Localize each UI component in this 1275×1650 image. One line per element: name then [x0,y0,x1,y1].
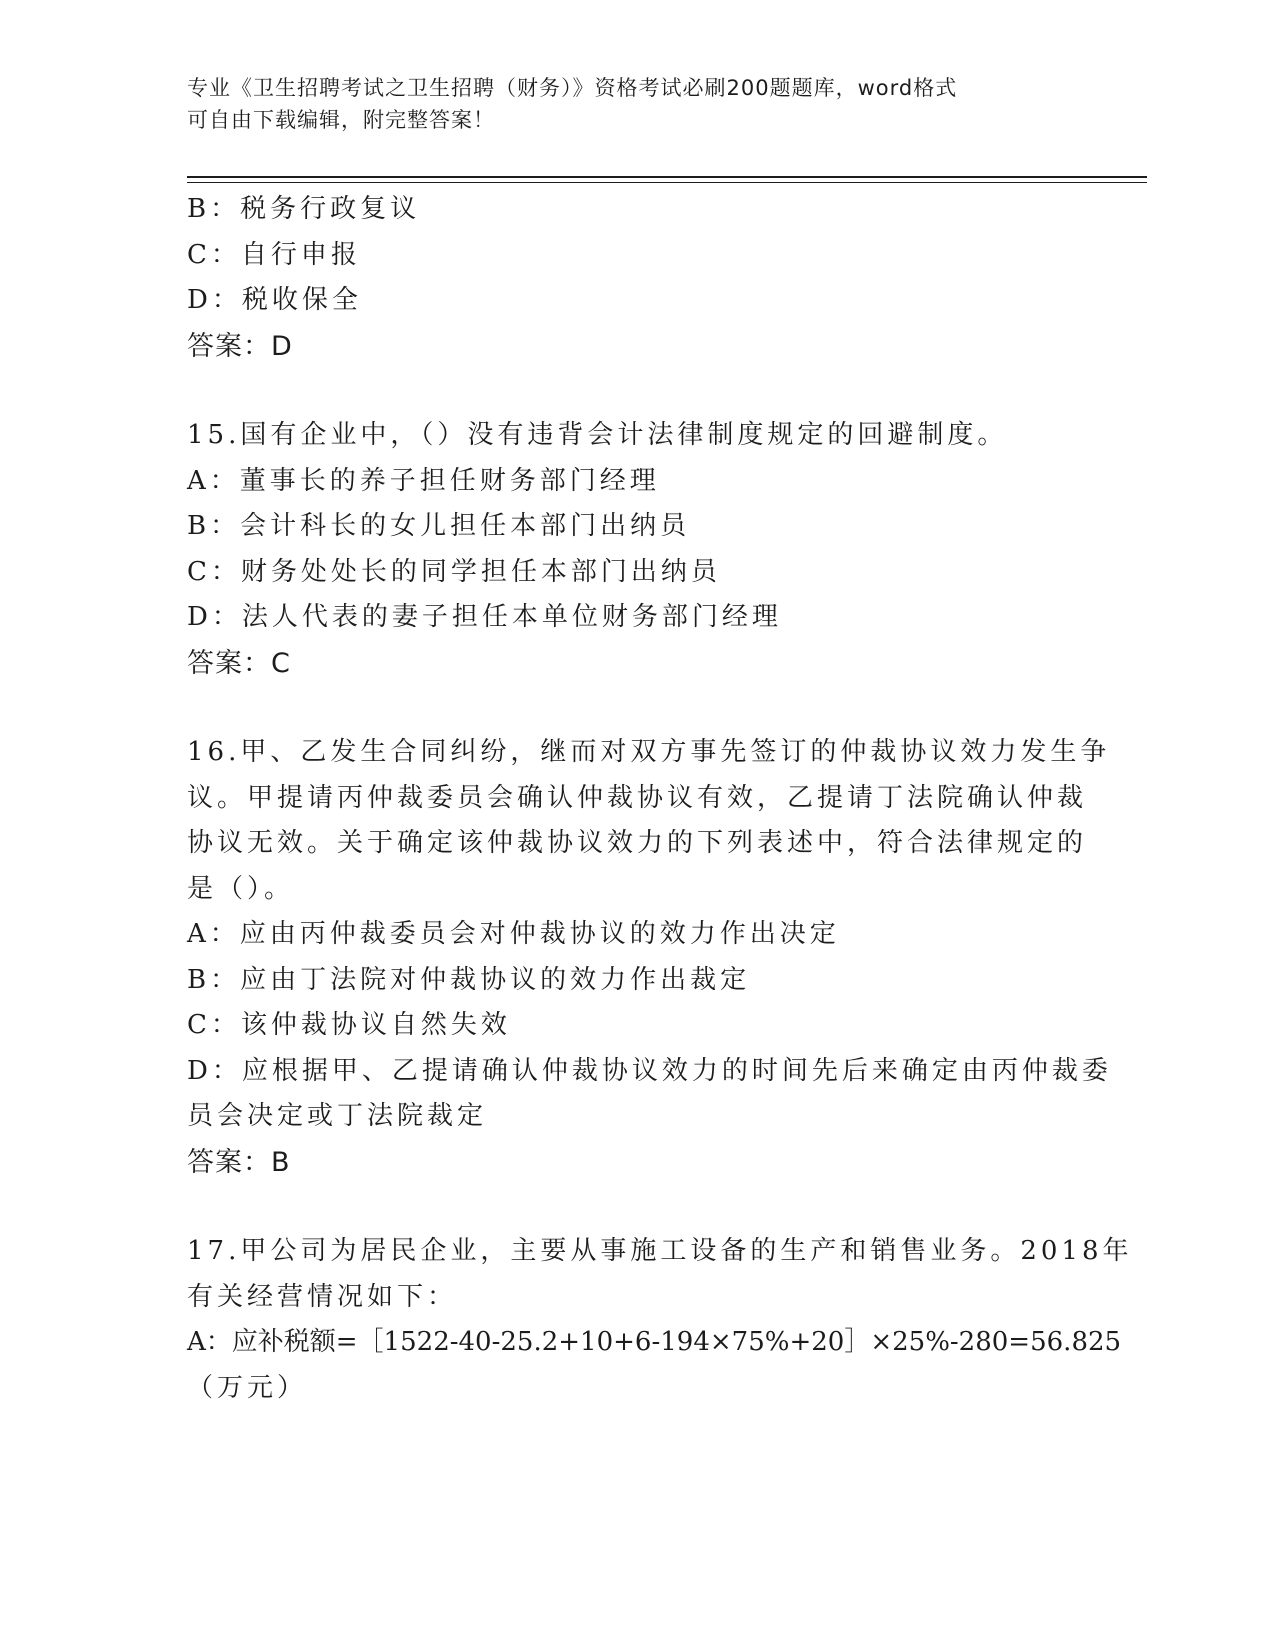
option-c: C：财务处处长的同学担任本部门出纳员 [187,556,721,587]
option-d: D：税收保全 [187,285,362,315]
option-c: C：该仲裁协议自然失效 [187,1010,511,1040]
question-stem-line: 17.甲公司为居民企业，主要从事施工设备的生产和销售业务。2018年 [187,1236,1133,1266]
option-a: A：应补税额=［1522-40-25.2+10+6-194×75%+20］×25%-280=56.825 [187,1327,1122,1357]
option-b: B：会计科长的女儿担任本部门出纳员 [187,511,691,541]
option-b: B：应由丁法院对仲裁协议的效力作出裁定 [187,964,751,995]
option-a: A：应由丙仲裁委员会对仲裁协议的效力作出决定 [187,919,840,949]
question-15 [187,413,1087,686]
answer: 答案：B [187,1146,291,1178]
option-a-continued: （万元） [187,1372,308,1403]
option-d-continued: 员会决定或丁法院裁定 [187,1101,488,1131]
document-header [187,72,1067,136]
header-title-line-2: 可自由下载编辑，附完整答案！ [187,108,495,132]
question-stem-line: 议。甲提请丙仲裁委员会确认仲裁协议有效，乙提请丁法院确认仲裁 [187,782,1088,813]
spacer [187,686,1087,730]
question-stem-line: 协议无效。关于确定该仲裁协议效力的下列表述中，符合法律规定的 [187,828,1088,858]
option-b: B：税务行政复议 [187,194,421,224]
question-stem-line: 是（）。 [187,873,295,904]
document-body [187,187,1133,1411]
question-17 [187,1229,1133,1411]
header-double-rule [187,176,1147,183]
header-title-line-1: 专业《卫生招聘考试之卫生招聘（财务）》资格考试必刷200题题库，word格式 [187,76,958,100]
answer: 答案：D [187,330,293,362]
question-stem: 15.国有企业中，（）没有违背会计法律制度规定的回避制度。 [187,420,1008,450]
spacer [187,1185,1087,1229]
question-stem-line: 16.甲、乙发生合同纠纷，继而对双方事先签订的仲裁协议效力发生争 [187,737,1111,767]
answer: 答案：C [187,647,291,679]
question-stem-line: 有关经营情况如下： [187,1281,458,1312]
previous-question [187,187,1087,369]
option-c: C：自行申报 [187,239,361,270]
option-d: D：应根据甲、乙提请确认仲裁协议效力的时间先后来确定由丙仲裁委 [187,1055,1112,1086]
spacer [187,369,1087,413]
option-d: D：法人代表的妻子担任本单位财务部门经理 [187,602,782,632]
option-a: A：董事长的养子担任财务部门经理 [187,465,660,496]
question-16 [187,730,1112,1185]
